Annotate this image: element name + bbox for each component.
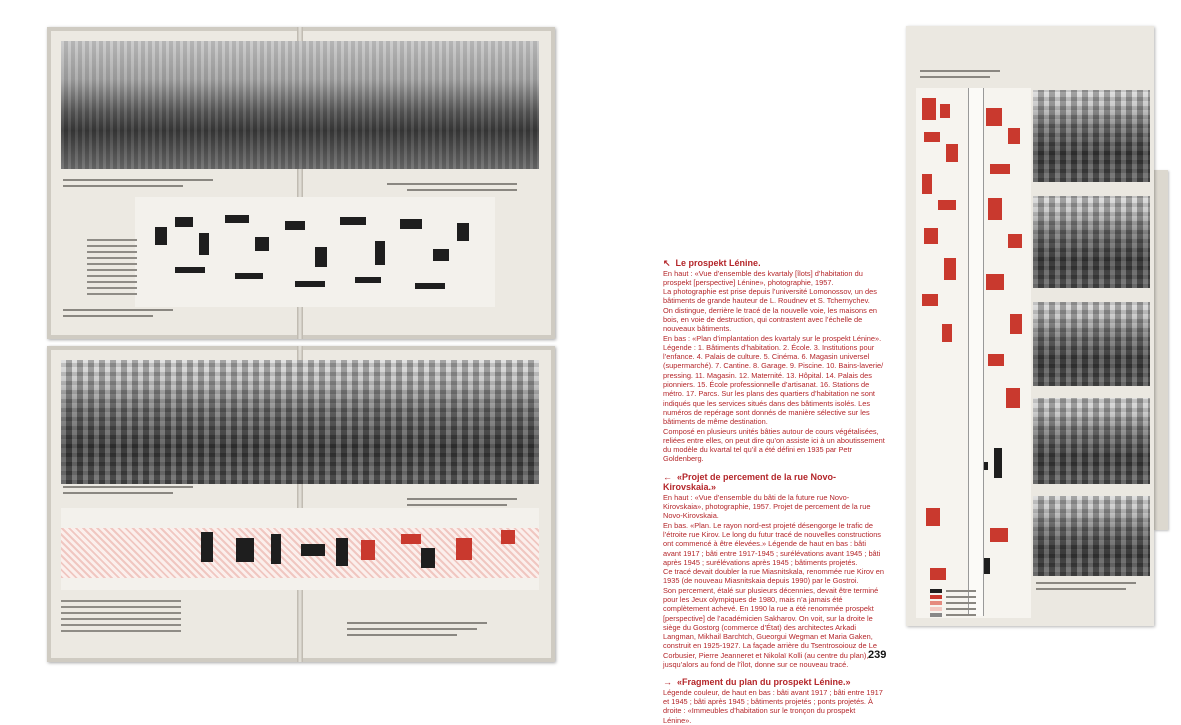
- paragraph: Ce tracé devait doubler la rue Miasnitskala, renommée rue Kirov en 1935 (de nouveau Miasnitskaia depuis 1990) par le Gostroi.: [663, 567, 885, 586]
- building-photo-4: [1033, 398, 1150, 484]
- section-lenin-prospekt: [663, 258, 885, 464]
- building-photo-5: [1033, 496, 1150, 576]
- foldout-tab: [1154, 170, 1168, 530]
- section-novo-kirovskaia: [663, 472, 885, 670]
- novo-kirovskaia-plan-image: [61, 508, 539, 590]
- panorama-photo-lenin-prospekt: [61, 41, 539, 169]
- section-heading: «Fragment du plan du prospekt Lénine.»: [677, 677, 851, 688]
- kvartaly-plan-image: [135, 197, 495, 307]
- arrow-right-icon: →: [663, 677, 672, 688]
- paragraph: En bas : «Plan d’implantation des kvartaly sur le prospekt Lénine».: [663, 333, 882, 343]
- paragraph: Son percement, étalé sur plusieurs décennies, devait être terminé pour les Jeux olympiques de 1980, mais n’a jamais été complètement achevé. En 1990 la rue a été renommée prospekt [perspective] de l’académicien Sakharov. On voit, sur la droite le siège du Gostorg (commerce d’État) des architectes Arkadi Langman, Mikhail Barchtch, Gueorgui Wegman et Maria Gaken, construit en 1925-1927. La façade arrière du Tsentrosoiouz de Le Corbusier, Pierre Jeanneret et Nikolaï Kolli (au centre du plan), jusqu’alors au fond de l’îlot, donne sur ce nouveau tracé.: [663, 585, 879, 670]
- building-photo-2: [1033, 196, 1150, 288]
- book-photo-top: [47, 27, 555, 339]
- paragraph: En haut : «Vue d’ensemble du bâti de la future rue Novo-Kirovskaia», photographie, 1957. Projet de percement de la rue Novo-Kirovskaia.: [663, 492, 871, 521]
- paragraph: En haut : «Vue d’ensemble des kvartaly [îlots] d’habitation du prospekt [perspective] Lénine», photographie, 1957.: [663, 268, 863, 287]
- paragraph: Composé en plusieurs unités bâties autour de cours végétalisées, reliées entre elles, on peut dire qu’on assiste ici à un aboutissement du modèle du kvartal tel qu’il a été défini en 1935 par Petr Goldenberg.: [663, 426, 885, 464]
- section-heading: «Projet de percement de la rue Novo-Kirovskaia.»: [663, 471, 837, 493]
- building-photo-3: [1033, 302, 1150, 386]
- paragraph: Légende : 1. Bâtiments d’habitation. 2. École. 3. Institutions pour l’enfance. 4. Palais de culture. 5. Cinéma. 6. Magasin universel (supermarché). 7. Cantine. 8. Garage. 9. Piscine. 10. Bains-laverie/ pressing. 11. Magasin. 12. Maternité. 13. Hôpital. 14. Palais des pionniers. 15. École professionnelle d’artisanat. 16. Stations de métro. 17. Parcs. Sur les plans des quartiers d’habitation ne sont indiqués que les services situés dans des bâtiments isolés. Les numéros de repérage sont donnés de manière sélective sur les bâtiments de même destination.: [663, 342, 884, 427]
- building-photo-1: [1033, 90, 1150, 182]
- book-photo-bottom: [47, 346, 555, 662]
- paragraph: Légende couleur, de haut en bas : bâti avant 1917 ; bâti entre 1917 et 1945 ; bâti après 1945 ; bâtiments projetés ; ponts projetés. À droite : «Immeubles d’habitation sur le tronçon du prospekt Lénine».: [663, 687, 883, 725]
- arrow-up-left-icon: ↖: [663, 258, 671, 268]
- fragment-plan-legend: [930, 582, 1010, 612]
- prospekt-street-line: [968, 88, 984, 616]
- section-fragment-plan: [663, 677, 885, 725]
- page-number: 239: [868, 649, 887, 661]
- paragraph: En bas. «Plan. Le rayon nord-est projeté désengorge le trafic de l’étroite rue Kirov. Le long du futur tracé de nouvelles constructions ont commencé à être élevées.» Légende de haut en bas : bâti avant 1917 ; bâti entre 1917-1945 ; surélévations avant 1945 ; bâti après 1945 ; surélévations après 1945 ; bâtiments projetés.: [663, 520, 882, 567]
- paragraph: La photographie est prise depuis l’université Lomonossov, un des bâtiments de grande hauteur de L. Roudnev et S. Tchernychev.: [663, 287, 877, 306]
- caption-text-column: [663, 258, 885, 725]
- panorama-photo-novo-kirovskaia: [61, 360, 539, 484]
- arrow-left-icon: ←: [663, 471, 672, 482]
- paragraph: On distingue, derrière le tracé de la nouvelle voie, les maisons en bois, en voie de destruction, qui contrastent avec l’échelle de nouveaux bâtiments.: [663, 305, 878, 334]
- section-heading: Le prospekt Lénine.: [675, 258, 761, 268]
